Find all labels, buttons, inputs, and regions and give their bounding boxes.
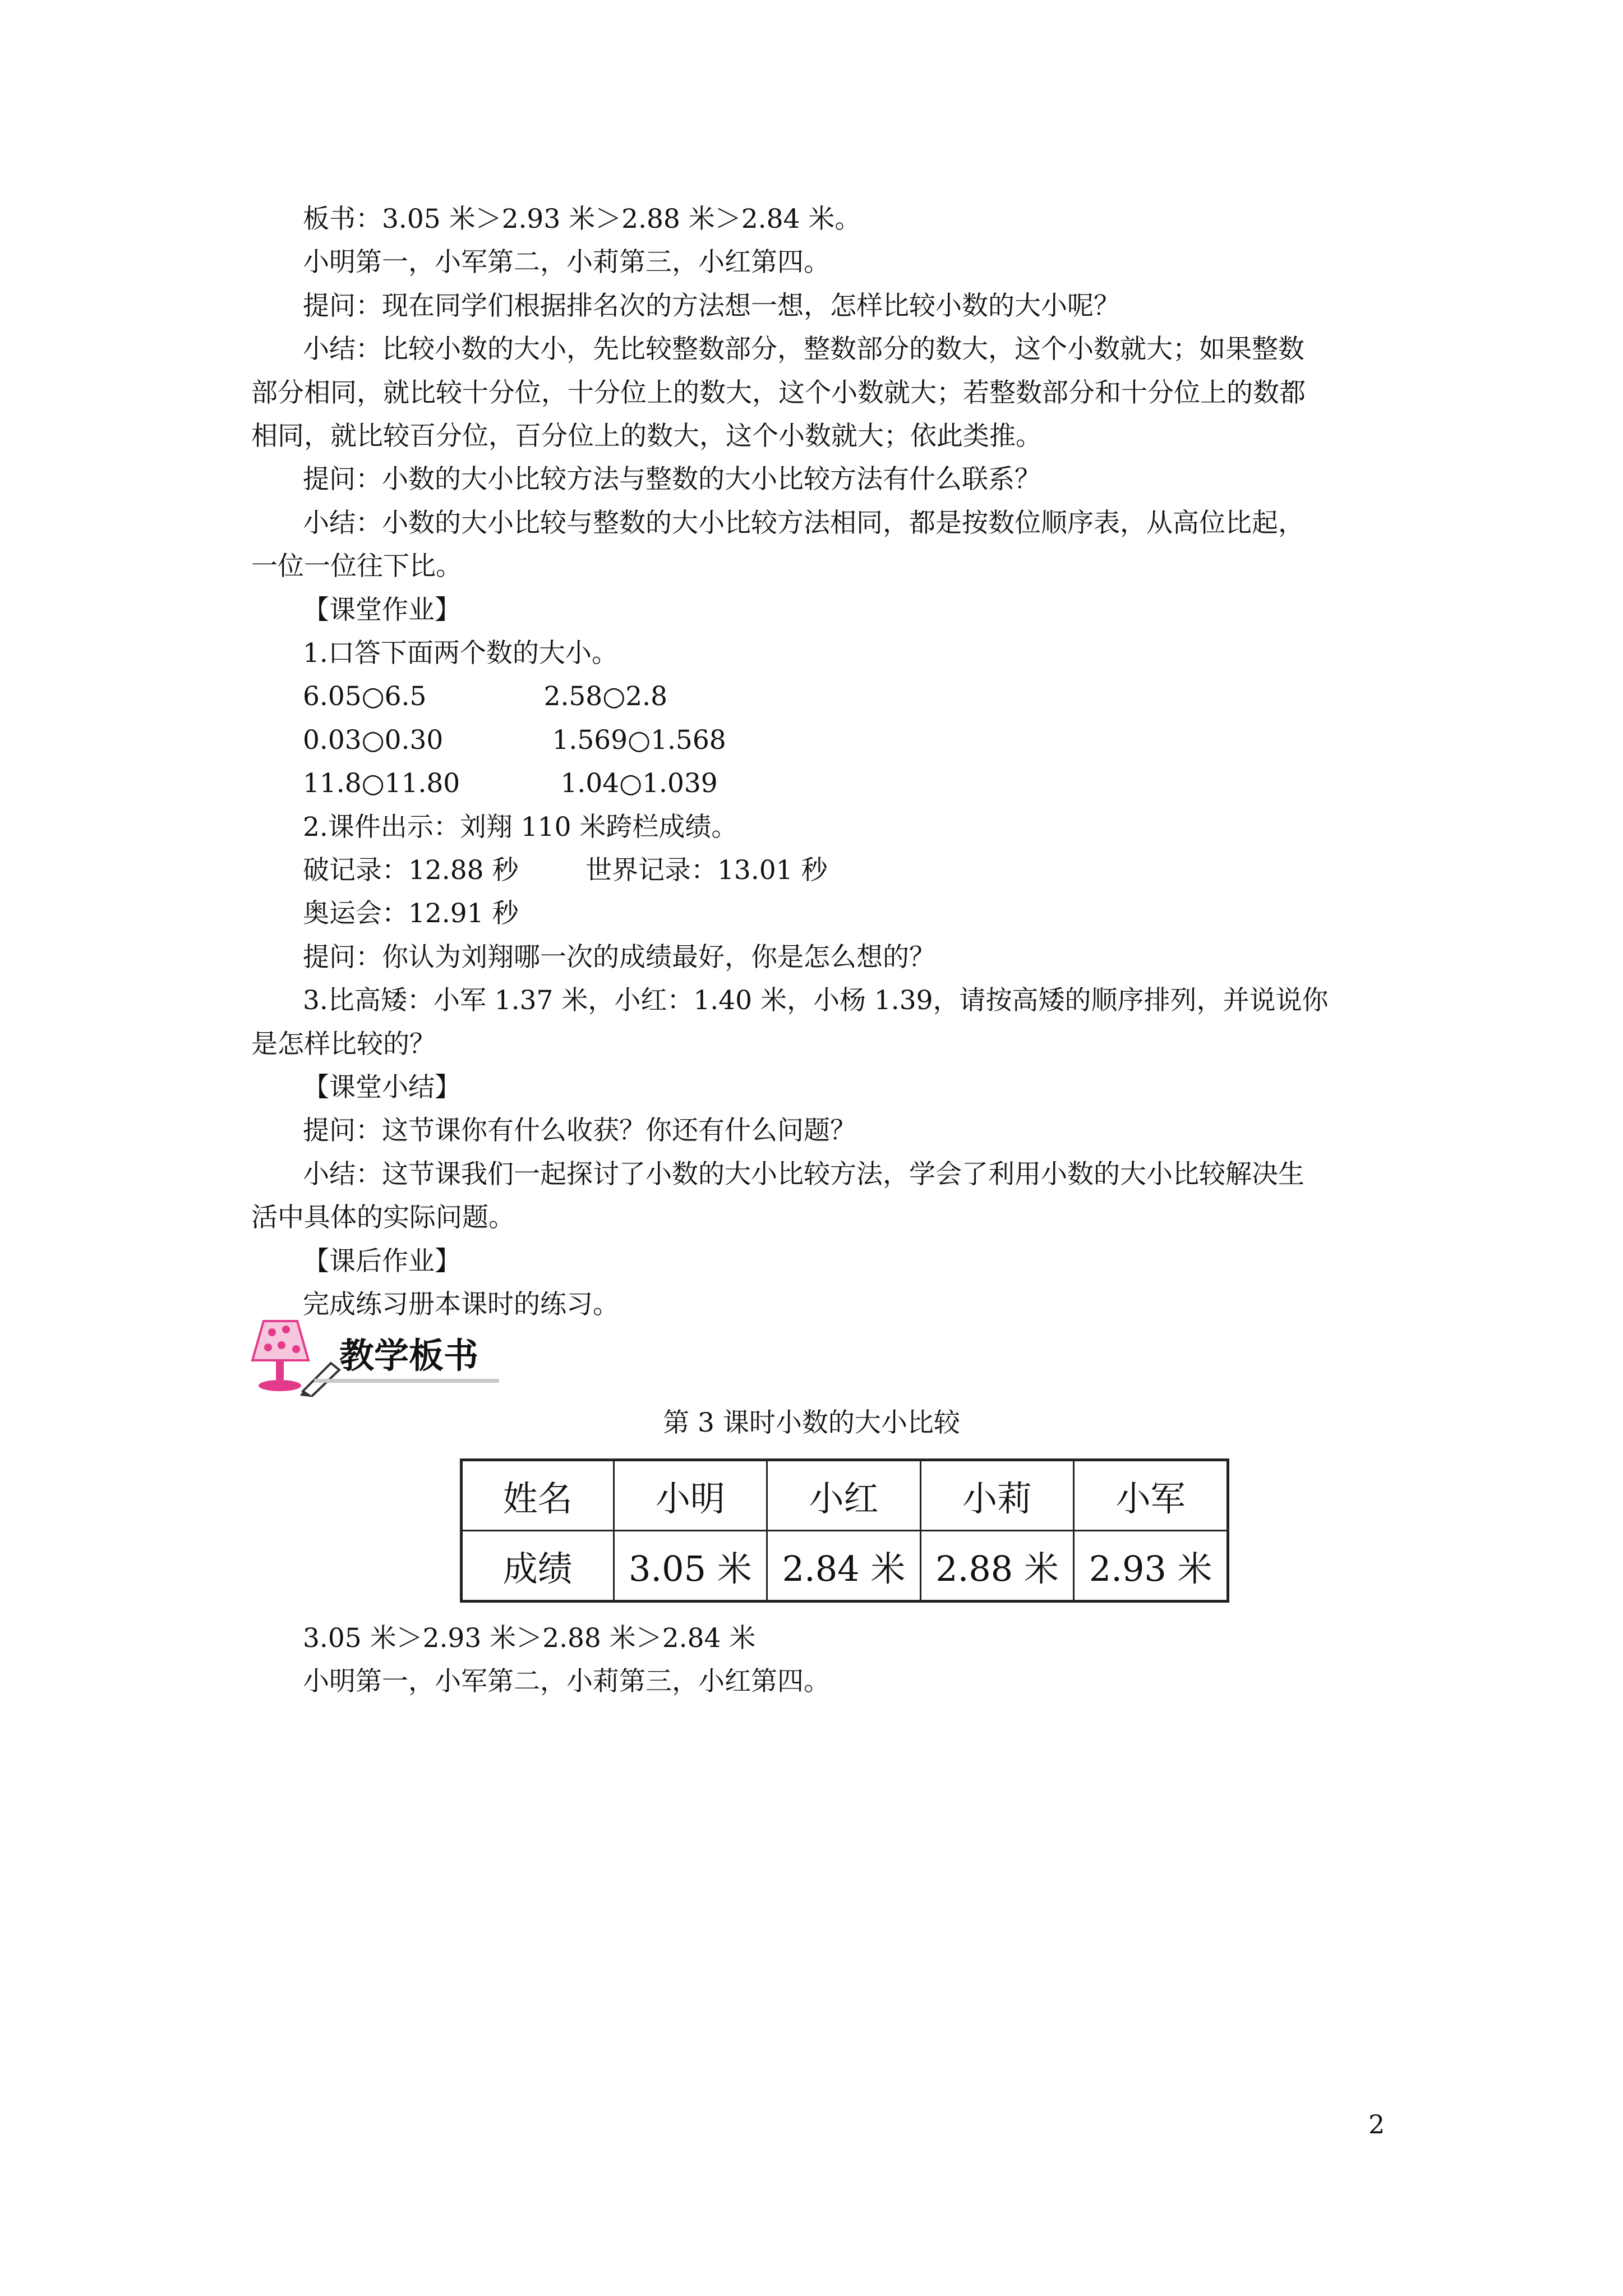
badge-label: 教学板书 (339, 1335, 479, 1376)
text-line: 一位一位往下比。 (251, 551, 462, 582)
table-cell: 小红 (767, 1460, 921, 1531)
table-cell: 小莉 (920, 1460, 1074, 1531)
table-row (462, 1531, 1228, 1602)
text-line: 6.05○6.5 2.58○2.8 (303, 681, 667, 712)
text-line: 完成练习册本课时的练习。 (303, 1289, 619, 1320)
text-line: 【课堂作业】 (303, 594, 461, 625)
text-line: 提问：小数的大小比较方法与整数的大小比较方法有什么联系？ (303, 464, 1041, 495)
text-line: 相同，就比较百分位，百分位上的数大，这个小数就大；依此类推。 (251, 421, 1042, 452)
text-line: 【课后作业】 (303, 1245, 461, 1277)
table-cell: 2.84 米 (767, 1531, 921, 1602)
teaching-board-badge (247, 1307, 505, 1397)
table-cell: 小明 (614, 1460, 767, 1531)
text-line: 破记录：12.88 秒 世界记录：13.01 秒 (303, 855, 828, 886)
text-line: 奥运会：12.91 秒 (303, 898, 519, 930)
text-line: 1.口答下面两个数的大小。 (303, 638, 618, 669)
text-line: 活中具体的实际问题。 (251, 1202, 515, 1234)
page-number: 2 (1368, 2109, 1385, 2139)
table-cell: 姓名 (462, 1460, 614, 1531)
text-line: 部分相同，就比较十分位，十分位上的数大，这个小数就大；若整数部分和十分位上的数都 (251, 377, 1306, 408)
text-line: 小结：小数的大小比较与整数的大小比较方法相同，都是按数位顺序表，从高位比起， (303, 507, 1304, 539)
text-line: 0.03○0.30 1.569○1.568 (303, 724, 726, 756)
text-line: 3.比高矮：小军 1.37 米，小红：1.40 米，小杨 1.39，请按高矮的顺序排列，并说说你 (303, 985, 1329, 1016)
text-line: 小结：比较小数的大小，先比较整数部分，整数部分的数大，这个小数就大；如果整数 (303, 334, 1304, 365)
table-cell: 成绩 (462, 1531, 614, 1602)
table-cell: 小军 (1074, 1460, 1228, 1531)
board-title: 第 3 课时小数的大小比较 (663, 1407, 960, 1438)
text-line: 小明第一，小军第二，小莉第三，小红第四。 (303, 247, 830, 278)
text-line: 提问：现在同学们根据排名次的方法想一想，怎样比较小数的大小呢？ (303, 290, 1120, 321)
text-line: 是怎样比较的？ (251, 1028, 436, 1060)
text-line: 提问：你认为刘翔哪一次的成绩最好，你是怎么想的？ (303, 941, 935, 973)
text-line: 【课堂小结】 (303, 1072, 461, 1103)
table-cell: 2.93 米 (1074, 1531, 1228, 1602)
lamp-icon (252, 1321, 308, 1391)
text-line: 2.课件出示：刘翔 110 米跨栏成绩。 (303, 811, 738, 843)
ranking-inequality: 3.05 米＞2.93 米＞2.88 米＞2.84 米 (303, 1623, 756, 1654)
badge-underline (314, 1379, 499, 1383)
table-cell: 2.88 米 (920, 1531, 1074, 1602)
text-line: 11.8○11.80 1.04○1.039 (303, 768, 718, 799)
text-line: 小结：这节课我们一起探讨了小数的大小比较方法，学会了利用小数的大小比较解决生 (303, 1158, 1304, 1190)
score-table (460, 1458, 1229, 1603)
ranking-order: 小明第一，小军第二，小莉第三，小红第四。 (303, 1666, 830, 1697)
table-header-row (462, 1460, 1228, 1531)
table-cell: 3.05 米 (614, 1531, 767, 1602)
text-line: 板书：3.05 米＞2.93 米＞2.88 米＞2.84 米。 (303, 204, 861, 234)
text-line: 提问：这节课你有什么收获？你还有什么问题？ (303, 1115, 856, 1147)
